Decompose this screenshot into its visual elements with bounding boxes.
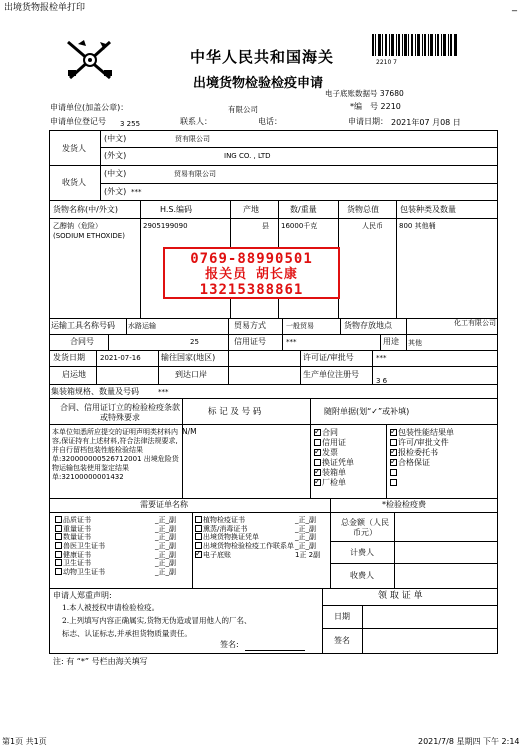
applicant-unit-label: 申请单位(加盖公章)： bbox=[50, 103, 129, 112]
checkbox-icon[interactable] bbox=[55, 568, 62, 575]
goods-origin: 县 bbox=[262, 222, 269, 230]
doc-item bbox=[390, 438, 454, 448]
doc-item bbox=[390, 448, 454, 458]
docs-left-column bbox=[314, 428, 354, 487]
certificate-item-copies: _正_副 bbox=[295, 524, 316, 533]
credit-value: *** bbox=[286, 338, 297, 346]
doc-item-label: 信用证 bbox=[322, 437, 346, 447]
doc-item-label: 换证凭单 bbox=[322, 457, 354, 467]
checkbox-icon[interactable] bbox=[195, 516, 202, 523]
sender-en-tag: (外文) bbox=[104, 151, 127, 160]
certificate-item-copies: _正_副 bbox=[155, 533, 176, 542]
marks-value: N/M bbox=[182, 427, 197, 436]
doc-item bbox=[314, 428, 354, 438]
goods-header-hs: H.S.编码 bbox=[160, 205, 193, 214]
doc-item bbox=[314, 478, 354, 488]
producer-label: 生产单位注册号 bbox=[303, 370, 359, 379]
stamp-broker: 报关员 胡长康 bbox=[205, 267, 298, 282]
checkbox-icon[interactable] bbox=[314, 429, 321, 436]
license-label: 许可证/审批号 bbox=[303, 353, 354, 362]
certificate-item bbox=[195, 542, 316, 551]
certificates-header: 需要证单名称 bbox=[140, 500, 188, 509]
inspection-fee-header: *检验检疫费 bbox=[382, 500, 426, 509]
certificate-item-label: 电子底账 bbox=[203, 550, 231, 559]
certificate-item-copies: _正_副 bbox=[155, 550, 176, 559]
checkbox-icon[interactable] bbox=[55, 516, 62, 523]
contract-requirements-label: 合同、信用证订立的检验检疫条款或特殊要求 bbox=[60, 403, 180, 422]
certificate-item-label: 数量证书 bbox=[63, 533, 91, 542]
footnote: 注: 有 “*” 号栏由海关填写 bbox=[53, 657, 148, 666]
certificate-item-copies: _正_副 bbox=[155, 559, 176, 568]
receive-date-label: 日期 bbox=[334, 612, 350, 621]
barcode-number: 2210 7 bbox=[376, 59, 397, 66]
doc-item-label: 合格保证 bbox=[398, 457, 430, 467]
goods-name-cn: 乙醇钠（危险） bbox=[53, 222, 102, 230]
goods-header-qty: 数/重量 bbox=[290, 205, 317, 214]
certificate-item bbox=[55, 533, 176, 542]
goods-quantity: 16000千克 bbox=[281, 222, 318, 230]
customs-emblem-icon bbox=[64, 38, 116, 82]
contract-value: 25 bbox=[190, 338, 199, 346]
goods-value: 人民币 bbox=[362, 222, 383, 230]
goods-header-value: 货物总值 bbox=[347, 205, 379, 214]
checkbox-icon[interactable] bbox=[390, 449, 397, 456]
certificate-item bbox=[195, 533, 316, 542]
certificate-item bbox=[55, 516, 176, 525]
receiver-label: 收货人 bbox=[62, 178, 86, 187]
certificate-item-copies: 1正 2副 bbox=[295, 550, 321, 559]
goods-header-package: 包装种类及数量 bbox=[400, 205, 456, 214]
checkbox-icon[interactable] bbox=[390, 479, 397, 486]
form-title: 出境货物检验检疫申请 bbox=[193, 76, 324, 91]
certificate-item-label: 健康证书 bbox=[63, 550, 91, 559]
certificate-item-copies: _正_副 bbox=[155, 524, 176, 533]
checkbox-icon[interactable] bbox=[314, 459, 321, 466]
sender-cn-value: 贸有限公司 bbox=[175, 135, 210, 143]
declaration-line-1: 1.本人被授权申请检验检疫。 bbox=[62, 603, 160, 612]
ship-date-label: 发货日期 bbox=[53, 353, 85, 362]
fee-calc-label: 计费人 bbox=[350, 548, 374, 557]
special-requirements-text: 本单位知悉所应提交的证明声明类材料内容,保证持有上述材料,符合法律法规要求,并自行留档包装性能检验结果单:320000000526712001 出境危险货物运输包装使用鉴定结果单:32100000001432 bbox=[52, 428, 179, 482]
fee-collect-label: 收费人 bbox=[350, 571, 374, 580]
checkbox-icon[interactable] bbox=[55, 542, 62, 549]
checkbox-icon[interactable] bbox=[390, 439, 397, 446]
checkbox-icon[interactable] bbox=[314, 469, 321, 476]
checkbox-icon[interactable] bbox=[390, 459, 397, 466]
certificate-item-copies: _正_副 bbox=[155, 568, 176, 577]
sender-cn-tag: (中文) bbox=[104, 134, 127, 143]
certificate-item-label: 植物检疫证书 bbox=[203, 516, 245, 524]
certificates-column-1 bbox=[55, 516, 176, 577]
certificate-item-label: 品质证书 bbox=[63, 516, 91, 524]
certificate-item-label: 重量证书 bbox=[63, 524, 91, 533]
applicant-unit-value: 有限公司 bbox=[228, 105, 258, 114]
receiver-en-value: *** bbox=[131, 188, 142, 196]
doc-item bbox=[314, 448, 354, 458]
phone-label: 电话： bbox=[258, 117, 282, 126]
transport-tool-value: 水路运输 bbox=[128, 322, 156, 330]
receiver-cn-tag: (中文) bbox=[104, 169, 127, 178]
goods-hs-code: 2905199090 bbox=[143, 222, 188, 230]
checkbox-icon[interactable] bbox=[195, 551, 202, 558]
container-value: *** bbox=[158, 388, 169, 396]
certificate-item-label: 出境货物换证凭单 bbox=[203, 533, 259, 542]
docs-right-column bbox=[390, 428, 454, 487]
declaration-line-3: 标志、认证标志,并承担货物质量责任。 bbox=[62, 629, 192, 638]
trade-mode-label: 贸易方式 bbox=[234, 321, 266, 330]
goods-header-name: 货物名称(中/外文) bbox=[53, 205, 118, 214]
doc-item-label: 许可/审批文件 bbox=[398, 437, 449, 447]
port-label: 启运地 bbox=[62, 370, 86, 379]
certificate-item-label: 动物卫生证书 bbox=[63, 568, 105, 577]
apply-date-label: 申请日期： bbox=[348, 117, 388, 126]
goods-package: 800 其他桶 bbox=[399, 222, 436, 230]
checkbox-icon[interactable] bbox=[195, 533, 202, 540]
storage-label: 货物存放地点 bbox=[344, 321, 392, 330]
sender-label: 发货人 bbox=[62, 144, 86, 153]
producer-value: 3 6 bbox=[376, 377, 388, 385]
declaration-title: 申请人郑重声明: bbox=[53, 591, 112, 600]
doc-item-label: 报检委托书 bbox=[398, 447, 438, 457]
doc-item bbox=[390, 478, 454, 488]
checkbox-icon[interactable] bbox=[55, 525, 62, 532]
applicant-reg-label: 申请单位登记号 bbox=[50, 117, 106, 126]
certificates-column-2 bbox=[195, 516, 321, 559]
goods-name-en: (SODIUM ETHOXIDE) bbox=[53, 232, 125, 240]
receiver-cn-value: 贸易有限公司 bbox=[174, 170, 216, 178]
org-title: 中华人民共和国海关 bbox=[190, 48, 335, 66]
barcode-icon bbox=[372, 34, 458, 62]
license-value: *** bbox=[376, 354, 387, 362]
checkbox-icon[interactable] bbox=[314, 439, 321, 446]
fee-total-label: 总金额（人民币元） bbox=[341, 518, 389, 537]
certificate-item-copies: _正_副 bbox=[295, 533, 316, 542]
certificate-item-copies: _正_副 bbox=[295, 542, 316, 551]
applicant-reg-value: 3 255 bbox=[120, 120, 141, 128]
doc-item bbox=[390, 428, 454, 438]
transport-tool-label: 运输工具名称号码 bbox=[51, 321, 115, 330]
page-count: 第1页 共1页 bbox=[2, 737, 47, 746]
contract-label: 合同号 bbox=[70, 337, 94, 346]
certificate-item bbox=[55, 568, 176, 577]
declaration-sign-label: 签名: bbox=[220, 640, 239, 649]
container-label: 集装箱规格、数量及号码 bbox=[51, 387, 139, 396]
checkbox-icon[interactable] bbox=[390, 469, 397, 476]
ship-date-value: 2021-07-16 bbox=[100, 354, 141, 362]
certificate-item bbox=[195, 516, 316, 525]
checkbox-icon[interactable] bbox=[55, 533, 62, 540]
marks-label: 标 记 及 号 码 bbox=[208, 407, 262, 417]
doc-item-label: 装箱单 bbox=[322, 467, 346, 477]
certificate-item-copies: _正_副 bbox=[155, 516, 176, 524]
stamp-phone: 0769-88990501 bbox=[190, 251, 313, 267]
certificate-item-label: 熏蒸/消毒证书 bbox=[203, 524, 248, 533]
checkbox-icon[interactable] bbox=[314, 449, 321, 456]
doc-item-label: 发票 bbox=[322, 447, 338, 457]
goods-header-origin: 产地 bbox=[243, 205, 259, 214]
receive-sign-label: 签名 bbox=[334, 636, 350, 645]
declaration-line-2: 2.上列填写内容正确属实,货物无伪造或冒用他人的厂名、 bbox=[62, 616, 252, 625]
receive-docs-title: 领 取 证 单 bbox=[378, 591, 423, 601]
checkbox-icon[interactable] bbox=[195, 525, 202, 532]
form-number: *编 号 2210 bbox=[350, 102, 401, 111]
print-timestamp: 2021/7/8 星期四 下午 2:14 bbox=[418, 737, 520, 746]
credit-label: 信用证号 bbox=[234, 337, 266, 346]
certificate-item-copies: _正_副 bbox=[155, 542, 176, 551]
minimize-icon[interactable]: _ bbox=[512, 1, 517, 12]
certificate-item-copies: _正_副 bbox=[295, 516, 316, 524]
customs-broker-stamp bbox=[163, 247, 340, 299]
contact-label: 联系人： bbox=[180, 117, 212, 126]
receiver-en-tag: (外文) bbox=[104, 187, 127, 196]
use-label: 用途 bbox=[383, 337, 399, 346]
doc-item bbox=[390, 458, 454, 468]
certificate-item bbox=[55, 542, 176, 551]
doc-item bbox=[390, 468, 454, 478]
certificate-item-label: 出境货物检验检疫工作联系单 bbox=[203, 542, 294, 551]
doc-item-label: 合同 bbox=[322, 428, 338, 437]
certificate-item-label: 兽医卫生证书 bbox=[63, 542, 105, 551]
trade-mode-value: 一般贸易 bbox=[286, 322, 314, 330]
apply-date-value: 2021年07 月08 日 bbox=[391, 118, 461, 127]
doc-item-label: 包装性能结果单 bbox=[398, 428, 454, 437]
stamp-mobile: 13215388861 bbox=[199, 282, 304, 298]
checkbox-icon[interactable] bbox=[390, 429, 397, 436]
checkbox-icon[interactable] bbox=[314, 479, 321, 486]
certificate-item bbox=[55, 559, 176, 568]
checkbox-icon[interactable] bbox=[55, 559, 62, 566]
arrival-label: 到达口岸 bbox=[175, 370, 207, 379]
docs-label: 随附单据(划“✓”或补填) bbox=[324, 407, 410, 416]
ebook-number: 电子底账数据号 37680 bbox=[325, 89, 404, 98]
certificate-item-label: 卫生证书 bbox=[63, 559, 91, 568]
storage-value: 化工有限公司 bbox=[454, 319, 496, 327]
certificate-item bbox=[195, 550, 321, 560]
doc-item-label: 厂检单 bbox=[322, 477, 346, 487]
browser-page-title: 出境货物报检单打印 bbox=[4, 3, 86, 13]
checkbox-icon[interactable] bbox=[55, 551, 62, 558]
sender-en-value: ING CO. , LTD bbox=[224, 152, 271, 160]
use-value: 其他 bbox=[408, 339, 422, 347]
dest-country-label: 输往国家(地区) bbox=[161, 353, 216, 362]
